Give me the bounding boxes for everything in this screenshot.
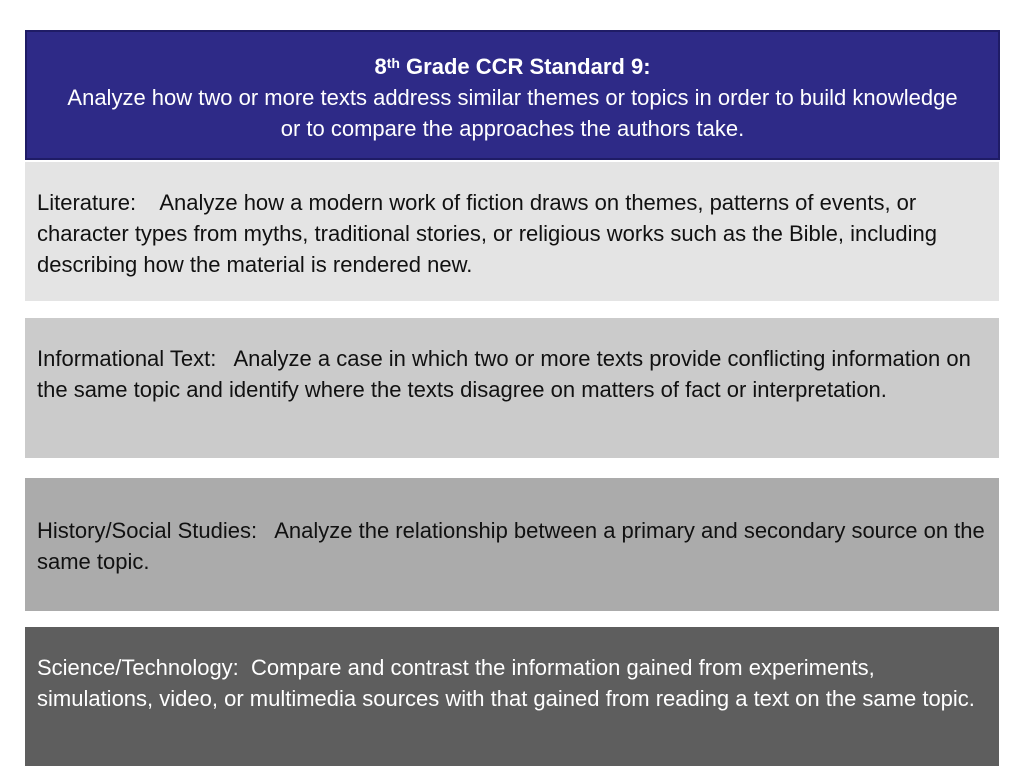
panel-text: Analyze how a modern work of fiction draws on themes, patterns of events, or character types from myths, traditional stories, or religious works such as the Bible, including describing how the material is rendered new. (37, 190, 937, 277)
title-rest: Grade CCR Standard 9: (399, 54, 651, 79)
panel-label: History/Social Studies: (37, 518, 258, 543)
standard-header (25, 30, 1000, 160)
standard-description: Analyze how two or more texts address similar themes or topics in order to build knowledge or to compare the approaches the authors take. (67, 85, 958, 141)
standard-title (27, 52, 998, 82)
panel-label: Science/Technology: (37, 655, 239, 680)
title-ordinal-suffix: th (386, 55, 400, 71)
science-technology-panel (25, 627, 999, 766)
title-grade-number: 8 (374, 54, 387, 79)
panel-label: Literature: (37, 190, 137, 215)
panel-text: Analyze a case in which two or more texts provide conflicting information on the same topic and identify where the texts disagree on matters of fact or interpretation. (37, 346, 971, 402)
panel-text: Analyze the relationship between a primary and secondary source on the same topic. (37, 518, 985, 574)
panel-label: Informational Text: (37, 346, 217, 371)
panel-text: Compare and contrast the information gained from experiments, simulations, video, or multimedia sources with that gained from reading a text on the same topic. (37, 655, 975, 711)
history-social-studies-panel (25, 478, 999, 611)
literature-panel (25, 162, 999, 301)
informational-text-panel (25, 318, 999, 458)
